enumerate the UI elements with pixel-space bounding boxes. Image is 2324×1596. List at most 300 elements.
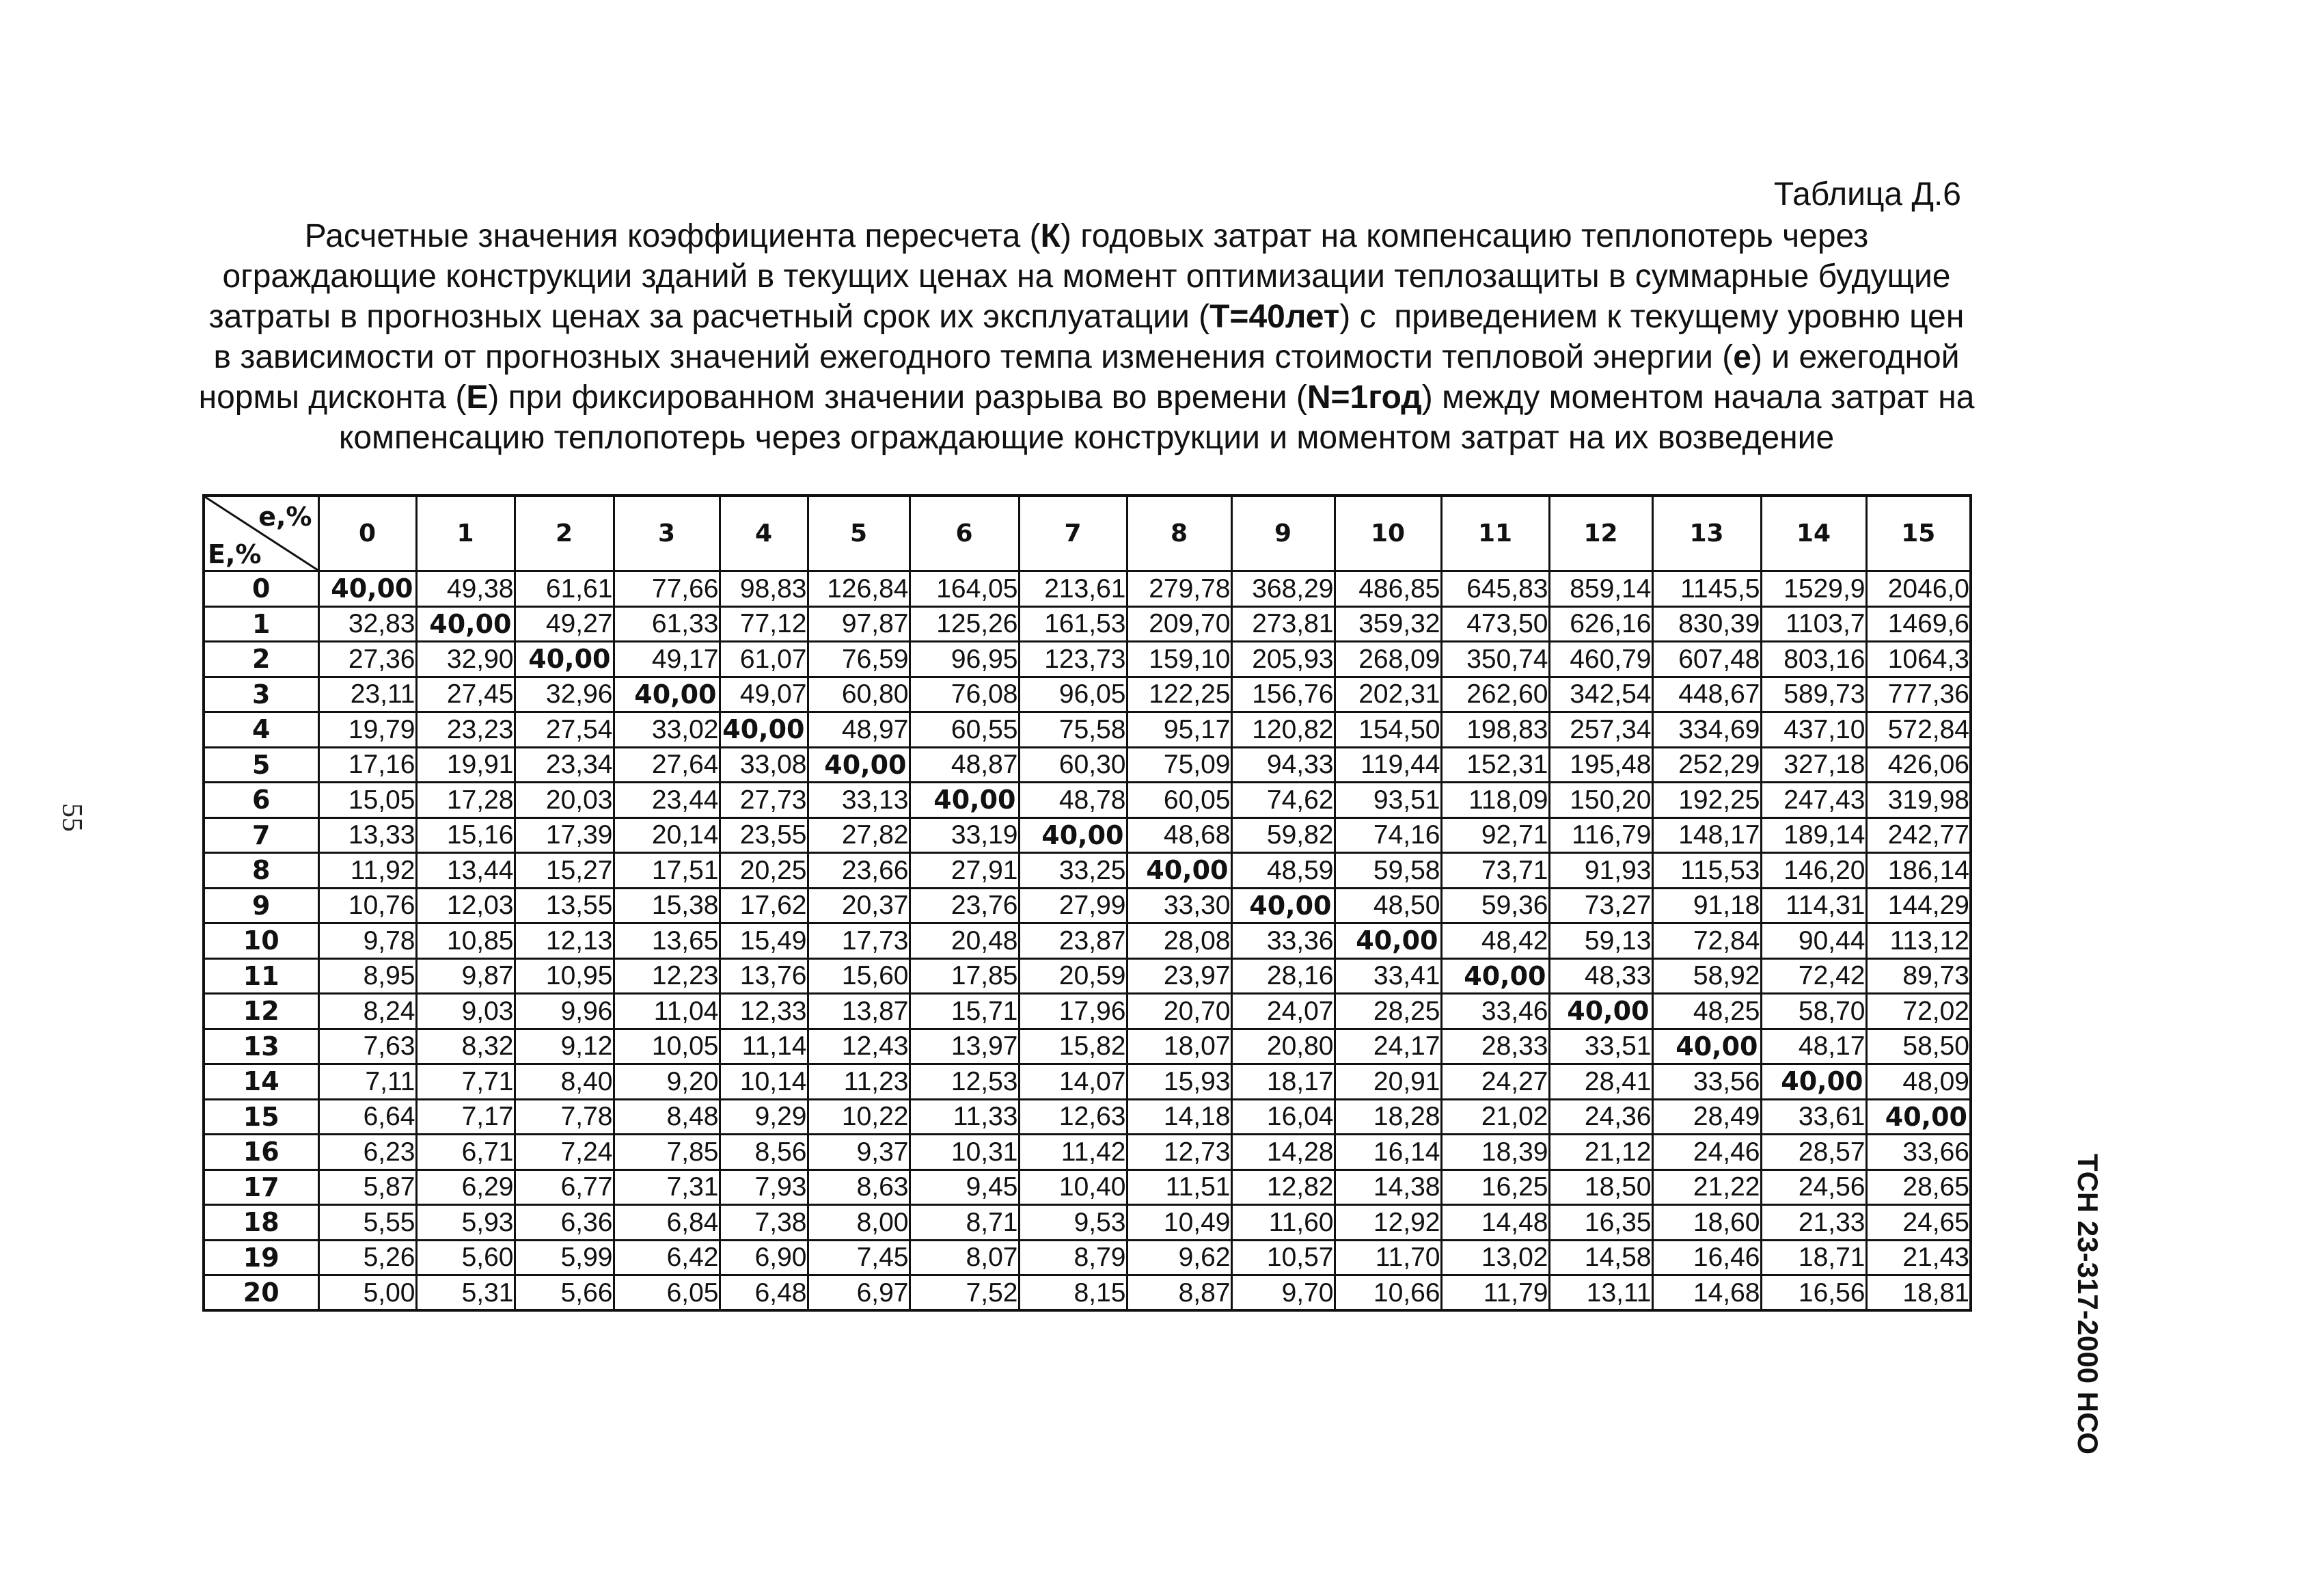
title-emphasis: е	[1733, 339, 1751, 375]
table-cell: 7,85	[614, 1135, 720, 1170]
table-cell: 33,02	[614, 712, 720, 748]
table-cell: 92,71	[1441, 817, 1549, 853]
row-header: 19	[204, 1240, 318, 1275]
title-text: в зависимости от прогнозных значений ежегодного темпа изменения стоимости тепловой энергии (	[213, 339, 1734, 375]
table-cell: 6,29	[416, 1169, 515, 1205]
table-cell-diagonal: 40,00	[1019, 817, 1127, 853]
table-cell: 1145,5	[1652, 571, 1761, 607]
table-cell: 15,27	[515, 853, 614, 889]
table-cell: 13,33	[318, 817, 416, 853]
table-cell: 17,28	[416, 783, 515, 818]
document-code: ТСН 23-317-2000 НСО	[2072, 1153, 2104, 1455]
table-cell: 91,93	[1549, 853, 1652, 889]
title-text: ) при фиксированном значении разрыва во времени (	[488, 379, 1307, 416]
table-cell-diagonal: 40,00	[614, 677, 720, 712]
table-cell: 10,14	[720, 1064, 808, 1100]
table-cell: 209,70	[1127, 606, 1231, 642]
table-cell: 607,48	[1652, 642, 1761, 677]
table-cell: 10,57	[1231, 1240, 1335, 1275]
table-cell: 17,39	[515, 817, 614, 853]
table-cell: 268,09	[1335, 642, 1441, 677]
table-row	[204, 642, 1971, 677]
table-cell: 28,08	[1127, 923, 1231, 959]
table-cell: 28,33	[1441, 1029, 1549, 1064]
table-cell: 72,42	[1761, 958, 1866, 994]
table-cell: 15,71	[910, 994, 1019, 1029]
table-cell: 5,00	[318, 1275, 416, 1311]
table-row	[204, 817, 1971, 853]
table-cell: 49,17	[614, 642, 720, 677]
table-cell: 10,66	[1335, 1275, 1441, 1311]
table-cell: 24,65	[1866, 1205, 1971, 1241]
table-cell: 49,38	[416, 571, 515, 607]
table-cell: 8,24	[318, 994, 416, 1029]
table-cell: 9,12	[515, 1029, 614, 1064]
table-cell: 123,73	[1019, 642, 1127, 677]
row-header: 13	[204, 1029, 318, 1064]
table-cell: 27,73	[720, 783, 808, 818]
table-cell: 9,29	[720, 1099, 808, 1135]
title-text: Расчетные значения коэффициента пересчета (	[304, 218, 1041, 254]
table-cell: 13,55	[515, 888, 614, 923]
table-cell: 91,18	[1652, 888, 1761, 923]
table-cell: 16,35	[1549, 1205, 1652, 1241]
title-emphasis: К	[1040, 218, 1061, 254]
table-cell: 98,83	[720, 571, 808, 607]
table-cell: 21,12	[1549, 1135, 1652, 1170]
table-cell: 17,96	[1019, 994, 1127, 1029]
column-header: 14	[1761, 496, 1866, 571]
table-cell: 48,97	[808, 712, 910, 748]
table-cell: 9,20	[614, 1064, 720, 1100]
table-cell-diagonal: 40,00	[1761, 1064, 1866, 1100]
table-row	[204, 606, 1971, 642]
table-row	[204, 1275, 1971, 1311]
table-cell: 18,50	[1549, 1169, 1652, 1205]
table-cell: 18,28	[1335, 1099, 1441, 1135]
table-cell: 23,66	[808, 853, 910, 889]
column-header: 3	[614, 496, 720, 571]
title-line	[61, 297, 2111, 337]
title-text: ) с приведением к текущему уровню цен	[1339, 299, 1965, 335]
table-cell: 12,73	[1127, 1135, 1231, 1170]
table-cell: 198,83	[1441, 712, 1549, 748]
title-text: затраты в прогнозных ценах за расчетный срок их эксплуатации (	[208, 299, 1210, 335]
table-cell: 33,13	[808, 783, 910, 818]
table-cell: 5,93	[416, 1205, 515, 1241]
table-cell: 11,23	[808, 1064, 910, 1100]
table-cell: 6,48	[720, 1275, 808, 1311]
table-cell: 11,92	[318, 853, 416, 889]
table-cell: 61,07	[720, 642, 808, 677]
table-cell: 59,13	[1549, 923, 1652, 959]
table-cell: 7,93	[720, 1169, 808, 1205]
table-cell: 20,03	[515, 783, 614, 818]
table-cell: 9,53	[1019, 1205, 1127, 1241]
row-header: 15	[204, 1099, 318, 1135]
table-cell: 150,20	[1549, 783, 1652, 818]
table-cell: 242,77	[1866, 817, 1971, 853]
table-cell: 27,54	[515, 712, 614, 748]
table-cell: 13,44	[416, 853, 515, 889]
title-text: компенсацию теплопотерь через ограждающие конструкции и моментом затрат на их возведение	[338, 420, 1835, 456]
table-cell: 17,16	[318, 747, 416, 783]
title-emphasis: N=1год	[1307, 379, 1422, 416]
table-cell: 6,77	[515, 1169, 614, 1205]
table-cell: 96,05	[1019, 677, 1127, 712]
table-cell: 77,12	[720, 606, 808, 642]
table-row	[204, 712, 1971, 748]
row-header: 5	[204, 747, 318, 783]
table-cell: 626,16	[1549, 606, 1652, 642]
table-cell: 115,53	[1652, 853, 1761, 889]
table-cell: 146,20	[1761, 853, 1866, 889]
table-cell: 7,78	[515, 1099, 614, 1135]
table-cell: 1103,7	[1761, 606, 1866, 642]
table-cell: 23,55	[720, 817, 808, 853]
table-cell: 460,79	[1549, 642, 1652, 677]
table-cell: 11,14	[720, 1029, 808, 1064]
table-cell: 58,70	[1761, 994, 1866, 1029]
column-header: 11	[1441, 496, 1549, 571]
table-cell: 5,66	[515, 1275, 614, 1311]
table-cell: 23,44	[614, 783, 720, 818]
title-line	[61, 216, 2111, 256]
column-header: 10	[1335, 496, 1441, 571]
table-cell: 76,59	[808, 642, 910, 677]
table-cell: 33,61	[1761, 1099, 1866, 1135]
table-cell: 59,36	[1441, 888, 1549, 923]
row-header: 0	[204, 571, 318, 607]
table-cell: 33,19	[910, 817, 1019, 853]
table-cell: 116,79	[1549, 817, 1652, 853]
table-cell: 97,87	[808, 606, 910, 642]
table-cell: 17,73	[808, 923, 910, 959]
row-header: 3	[204, 677, 318, 712]
table-caption: Таблица Д.6	[1773, 176, 1961, 213]
table-cell: 11,51	[1127, 1169, 1231, 1205]
table-cell: 645,83	[1441, 571, 1549, 607]
table-cell: 10,85	[416, 923, 515, 959]
table-cell: 28,41	[1549, 1064, 1652, 1100]
title-line	[61, 337, 2111, 377]
table-cell: 72,02	[1866, 994, 1971, 1029]
table-cell: 122,25	[1127, 677, 1231, 712]
table-row	[204, 1135, 1971, 1170]
table-row	[204, 853, 1971, 889]
table-cell: 48,68	[1127, 817, 1231, 853]
table-cell: 2046,0	[1866, 571, 1971, 607]
table-cell: 48,50	[1335, 888, 1441, 923]
table-cell: 58,92	[1652, 958, 1761, 994]
table-cell: 11,33	[910, 1099, 1019, 1135]
table-cell: 273,81	[1231, 606, 1335, 642]
table-cell: 6,36	[515, 1205, 614, 1241]
table-row	[204, 571, 1971, 607]
table-cell: 8,71	[910, 1205, 1019, 1241]
table-cell: 8,40	[515, 1064, 614, 1100]
table-title	[61, 216, 2111, 458]
table-cell: 32,90	[416, 642, 515, 677]
row-header: 16	[204, 1135, 318, 1170]
column-header: 8	[1127, 496, 1231, 571]
table-cell: 359,32	[1335, 606, 1441, 642]
column-header: 9	[1231, 496, 1335, 571]
table-cell: 144,29	[1866, 888, 1971, 923]
table-cell: 48,59	[1231, 853, 1335, 889]
table-cell: 7,63	[318, 1029, 416, 1064]
table-cell: 58,50	[1866, 1029, 1971, 1064]
table-cell: 18,71	[1761, 1240, 1866, 1275]
table-cell: 6,42	[614, 1240, 720, 1275]
table-row	[204, 1029, 1971, 1064]
table-row	[204, 1240, 1971, 1275]
table-cell: 113,12	[1866, 923, 1971, 959]
table-cell: 23,23	[416, 712, 515, 748]
table-cell: 161,53	[1019, 606, 1127, 642]
table-cell: 27,82	[808, 817, 910, 853]
table-cell: 5,55	[318, 1205, 416, 1241]
table-cell: 8,07	[910, 1240, 1019, 1275]
table-cell: 48,17	[1761, 1029, 1866, 1064]
table-cell: 16,04	[1231, 1099, 1335, 1135]
table-cell: 6,64	[318, 1099, 416, 1135]
table-cell: 60,80	[808, 677, 910, 712]
table-cell: 24,07	[1231, 994, 1335, 1029]
table-cell: 16,46	[1652, 1240, 1761, 1275]
table-cell: 5,60	[416, 1240, 515, 1275]
title-line	[61, 418, 2111, 458]
table-cell: 74,16	[1335, 817, 1441, 853]
table-cell: 18,81	[1866, 1275, 1971, 1311]
table-cell: 33,56	[1652, 1064, 1761, 1100]
table-cell-diagonal: 40,00	[808, 747, 910, 783]
title-line	[61, 256, 2111, 297]
table-cell: 6,90	[720, 1240, 808, 1275]
table-cell: 368,29	[1231, 571, 1335, 607]
table-cell: 14,48	[1441, 1205, 1549, 1241]
table-cell: 125,26	[910, 606, 1019, 642]
table-cell: 9,37	[808, 1135, 910, 1170]
table-cell: 7,17	[416, 1099, 515, 1135]
table-cell: 49,07	[720, 677, 808, 712]
table-cell: 118,09	[1441, 783, 1549, 818]
table-cell: 319,98	[1866, 783, 1971, 818]
column-header: 7	[1019, 496, 1127, 571]
table-cell: 48,78	[1019, 783, 1127, 818]
title-text: нормы дисконта (	[198, 379, 467, 416]
row-header: 18	[204, 1205, 318, 1241]
table-row	[204, 888, 1971, 923]
table-cell-diagonal: 40,00	[1127, 853, 1231, 889]
table-cell: 9,78	[318, 923, 416, 959]
table-cell: 76,08	[910, 677, 1019, 712]
table-cell: 7,52	[910, 1275, 1019, 1311]
page-number: 55	[56, 803, 87, 832]
table-cell: 9,62	[1127, 1240, 1231, 1275]
table-cell: 33,41	[1335, 958, 1441, 994]
table-cell: 448,67	[1652, 677, 1761, 712]
table-cell: 24,36	[1549, 1099, 1652, 1135]
title-text: ) годовых затрат на компенсацию теплопотерь через	[1060, 218, 1869, 254]
table-cell: 119,44	[1335, 747, 1441, 783]
table-cell: 16,25	[1441, 1169, 1549, 1205]
table-cell: 8,95	[318, 958, 416, 994]
table-cell: 61,33	[614, 606, 720, 642]
table-cell-diagonal: 40,00	[416, 606, 515, 642]
table-cell: 12,82	[1231, 1169, 1335, 1205]
table-cell: 15,16	[416, 817, 515, 853]
table-cell-diagonal: 40,00	[318, 571, 416, 607]
table-cell: 5,26	[318, 1240, 416, 1275]
row-header: 7	[204, 817, 318, 853]
table-cell-diagonal: 40,00	[1335, 923, 1441, 959]
table-cell: 28,49	[1652, 1099, 1761, 1135]
table-row	[204, 677, 1971, 712]
table-cell: 28,25	[1335, 994, 1441, 1029]
table-cell: 9,70	[1231, 1275, 1335, 1311]
table-cell: 437,10	[1761, 712, 1866, 748]
table-cell: 73,71	[1441, 853, 1549, 889]
column-header: 12	[1549, 496, 1652, 571]
table-cell: 152,31	[1441, 747, 1549, 783]
table-cell: 11,60	[1231, 1205, 1335, 1241]
table-cell: 90,44	[1761, 923, 1866, 959]
table-cell: 12,33	[720, 994, 808, 1029]
table-cell: 95,17	[1127, 712, 1231, 748]
table-cell: 33,51	[1549, 1029, 1652, 1064]
table-cell: 10,31	[910, 1135, 1019, 1170]
table-row	[204, 994, 1971, 1029]
table-cell: 23,97	[1127, 958, 1231, 994]
table-cell: 12,63	[1019, 1099, 1127, 1135]
table-cell: 59,58	[1335, 853, 1441, 889]
table-row	[204, 747, 1971, 783]
table-cell: 10,22	[808, 1099, 910, 1135]
table-cell: 18,39	[1441, 1135, 1549, 1170]
table-cell: 21,02	[1441, 1099, 1549, 1135]
corner-header	[204, 496, 318, 571]
table-cell: 27,99	[1019, 888, 1127, 923]
table-cell: 189,14	[1761, 817, 1866, 853]
table-cell: 73,27	[1549, 888, 1652, 923]
table-cell: 8,79	[1019, 1240, 1127, 1275]
table-cell: 15,93	[1127, 1064, 1231, 1100]
table-cell: 13,87	[808, 994, 910, 1029]
table-cell: 159,10	[1127, 642, 1231, 677]
column-header: 4	[720, 496, 808, 571]
table-cell: 20,14	[614, 817, 720, 853]
table-row	[204, 958, 1971, 994]
table-cell: 1529,9	[1761, 571, 1866, 607]
table-cell: 33,08	[720, 747, 808, 783]
table-cell: 23,34	[515, 747, 614, 783]
table-cell: 262,60	[1441, 677, 1549, 712]
table-cell: 777,36	[1866, 677, 1971, 712]
table-cell: 48,87	[910, 747, 1019, 783]
title-text: ) между моментом начала затрат на	[1421, 379, 1975, 416]
row-header: 2	[204, 642, 318, 677]
table-cell: 154,50	[1335, 712, 1441, 748]
column-axis-label: e,%	[258, 502, 312, 532]
table-cell: 23,87	[1019, 923, 1127, 959]
table-cell: 19,91	[416, 747, 515, 783]
table-cell: 8,32	[416, 1029, 515, 1064]
table-cell: 15,82	[1019, 1029, 1127, 1064]
table-cell: 252,29	[1652, 747, 1761, 783]
table-cell: 17,51	[614, 853, 720, 889]
table-cell: 74,62	[1231, 783, 1335, 818]
table-cell: 13,65	[614, 923, 720, 959]
table-cell: 14,07	[1019, 1064, 1127, 1100]
table-row	[204, 1064, 1971, 1100]
table-cell: 75,09	[1127, 747, 1231, 783]
table-cell: 257,34	[1549, 712, 1652, 748]
row-header: 20	[204, 1275, 318, 1311]
table-row	[204, 1169, 1971, 1205]
table-cell: 7,24	[515, 1135, 614, 1170]
table-cell: 164,05	[910, 571, 1019, 607]
table-header-row	[204, 496, 1971, 571]
table-cell: 6,05	[614, 1275, 720, 1311]
table-cell: 192,25	[1652, 783, 1761, 818]
coefficient-table	[202, 494, 1972, 1312]
table-cell: 23,11	[318, 677, 416, 712]
table-cell: 859,14	[1549, 571, 1652, 607]
table-cell: 6,84	[614, 1205, 720, 1241]
table-cell: 60,05	[1127, 783, 1231, 818]
table-cell: 32,83	[318, 606, 416, 642]
table-cell: 12,43	[808, 1029, 910, 1064]
table-cell: 20,70	[1127, 994, 1231, 1029]
table-cell: 27,91	[910, 853, 1019, 889]
table-cell: 27,45	[416, 677, 515, 712]
table-cell: 247,43	[1761, 783, 1866, 818]
table-cell: 13,76	[720, 958, 808, 994]
table-cell: 27,36	[318, 642, 416, 677]
column-header: 1	[416, 496, 515, 571]
table-cell: 27,64	[614, 747, 720, 783]
table-cell: 426,06	[1866, 747, 1971, 783]
table-cell: 13,02	[1441, 1240, 1549, 1275]
table-cell: 8,15	[1019, 1275, 1127, 1311]
table-cell: 33,36	[1231, 923, 1335, 959]
table-cell: 205,93	[1231, 642, 1335, 677]
table-cell: 7,45	[808, 1240, 910, 1275]
table-cell: 8,56	[720, 1135, 808, 1170]
table-cell: 7,31	[614, 1169, 720, 1205]
table-cell: 15,60	[808, 958, 910, 994]
table-cell: 24,17	[1335, 1029, 1441, 1064]
table-cell: 72,84	[1652, 923, 1761, 959]
table-cell: 213,61	[1019, 571, 1127, 607]
table-cell: 126,84	[808, 571, 910, 607]
row-header: 11	[204, 958, 318, 994]
table-cell: 19,79	[318, 712, 416, 748]
table-cell: 350,74	[1441, 642, 1549, 677]
row-header: 17	[204, 1169, 318, 1205]
table-cell: 10,40	[1019, 1169, 1127, 1205]
table-cell: 48,09	[1866, 1064, 1971, 1100]
corner-box	[205, 497, 318, 570]
table-cell: 20,25	[720, 853, 808, 889]
table-cell: 15,49	[720, 923, 808, 959]
table-cell: 14,58	[1549, 1240, 1652, 1275]
table-cell: 18,17	[1231, 1064, 1335, 1100]
row-header: 8	[204, 853, 318, 889]
table-cell: 5,31	[416, 1275, 515, 1311]
table-cell: 9,87	[416, 958, 515, 994]
